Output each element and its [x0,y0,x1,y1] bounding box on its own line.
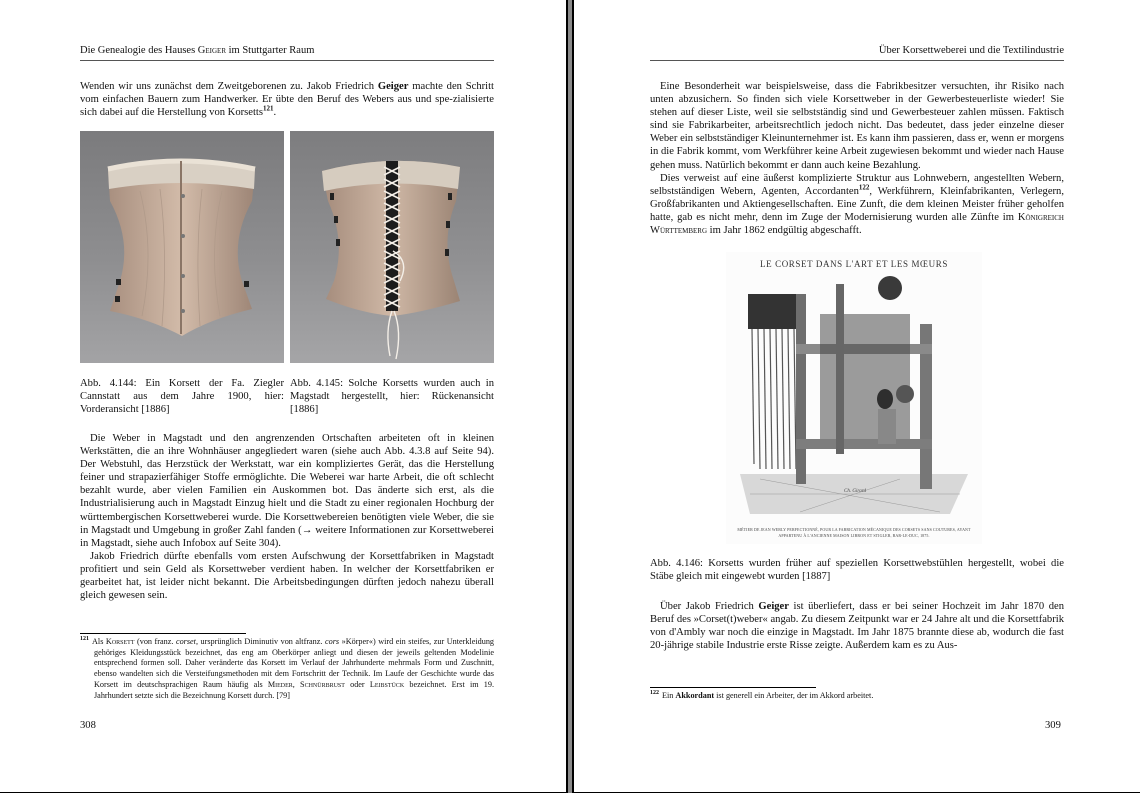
engraving-signature: Ch. Girard [844,489,867,494]
text: , Werkführern, Kleinfabrikanten, Verlegern, Großfabrikanten und Aktiengesellschaften. Eine Zunft, die dem kleinen Meister früher geholfen hatte, gab es nicht mehr, denn im Zuge der Modernisierung wurden alle Zünfte im [650,185,1064,223]
header-text-end: im Stuttgarter Raum [226,45,315,56]
figure-caption-4-146: Abb. 4.146: Korsetts wurden früher auf speziellen Korsettwebstühlen hergestellt, wobei die Stäbe gleich mit eingewebt wurden [1887] [650,558,1064,583]
header-text: Die Genealogie des Hauses [80,45,198,56]
text: bezeichnet. Erst im 19. Jahrhundert setzte sich die Bezeichnung Korsett durch. [79] [94,679,494,700]
corset-back-photo [290,131,494,363]
figure-caption-4-144: Abb. 4.144: Ein Korsett der Fa. Ziegler Cannstatt aus dem Jahre 1900, hier: Vorderansicht [1886] [80,378,284,416]
text: machte den Schritt vom einfachen Bauern zum Handwerker. Er übte den Beruf des Webers aus und spe-zialisierte sich dabei auf die Herstellung von Korsetts [80,81,494,119]
page-number-left: 308 [80,720,96,731]
text: Über Jakob Friedrich [660,601,759,612]
footnote-ref-121[interactable]: 121 [263,104,274,113]
term: Schnürbrust [300,679,345,689]
term: Mieder [267,679,293,689]
footnote-number: 122 [650,690,659,697]
paragraph [650,600,1064,652]
term-bold: Akkordant [675,691,715,700]
footnote-rule [80,633,246,634]
corset-front-photo [80,131,284,363]
figure-caption-4-145: Abb. 4.145: Solche Korsetts wurden auch in Magstadt hergestellt, hier: Rückenansicht [1886] [290,378,494,416]
text: Als [92,637,106,646]
paragraph: Die Weber in Magstadt und den angrenzenden Ortschaften arbeiteten oft in kleinen Werkstätten, die an ihre Wohnhäuser angegliedert waren (siehe auch Abb. 4.3.8 auf Seite 94). Der Webstuhl, das Herzstück der Werkstatt, war ein kompliziertes Gerät, das die Herstellung feiner und strapazierfähiger Stoffe ermöglichte. Die Weberei war harte Arbeit, die oft schlecht bezahlt wurde, aber vielen Familien ein Auskommen bot. Das änderte sich erst, als die Industrialisierung auch in Magstadt Einzug hielt und die Stadt zu einer regionalen Hochburg der württembergischen Korsettweberei wurde. Die Korsettwebereien benötigten viele Weber, die sie in Magstadt und Umgebung in großer Zahl fanden (→ weitere Informationen zur Korsettweberei in Magstadt, siehe auch Infobox auf Seite 304). [80,433,494,549]
paragraph [650,172,1064,237]
footnote-number: 121 [80,636,89,643]
running-header-right: Über Korsettweberei und die Textilindustrie [650,44,1064,61]
text: . [273,107,277,119]
term-italic: corset [175,637,196,646]
text: im Jahr 1862 endgültig abgeschafft. [707,225,862,237]
text: Wenden wir uns zunächst dem Zweitgeborenen zu. Jakob Friedrich [80,81,378,92]
name-geiger: Geiger [758,601,789,612]
engraving-caption: MÉTIER DE JEAN WERLY PERFECTIONNÉ, POUR LA FABRICATION MÉCANIQUE DES CORSETS SANS COUTURES, AYANT APPARTENU À L'ANCIENNE MAISON LIBRON ET STIGLER, BAR-LE-DUC, 1875. [737,527,971,538]
page-number-right: 309 [1045,720,1061,731]
text: Dies verweist auf eine äußerst komplizierte Struktur aus Lohnwebern, angestellten Webern, selbstständigen Webern, Agenten, Accordanten [650,172,1064,197]
corset-back-image [290,131,494,363]
main-text-left [80,432,494,602]
intro-paragraph [80,80,494,119]
term: Leibstück [369,679,405,689]
text: , ursprünglich Diminutiv von altfranz. [195,637,325,646]
main-text-right-top [650,80,1064,237]
footnote-ref-122[interactable]: 122 [858,183,870,192]
text: oder [344,679,370,689]
text: ist überliefert, dass er bei seiner Hochzeit im Jahr 1870 den Beruf des »Corset(t)weber« angab. Zu diesem Zeitpunkt war er 24 Jahre alt und die Korsettfabrik von d'Ambly war noch die einzige in Magstadt. Im Jahr 1875 brannte diese ab, wodurch die fast 20-jährige stabile Industrie erste Risse zeigte. Außerdem kam es zu Aus- [650,601,1065,652]
loom-illustration [740,274,968,520]
text: Ein [662,691,676,700]
corset-front-image [80,131,284,363]
paragraph: Eine Besonderheit war beispielsweise, dass die Fabrikbesitzer versuchten, ihr Risiko nach unten abzusichern. So finden sich viele Korsettweber in der Gewerbesteuerliste wieder! Sie stehen auf dieser Liste, weil sie selbstständig sind und Gewerbesteuer zahlen müssen. Faktisch sind sie Fabrikarbeiter, arbeitsrechtlich jedoch nicht. Das bedeutet, dass jeder einzelne dieser Weber ein selbstständiger Kleinunternehmer ist. Es kann ihm passieren, dass er, wenn er morgens in die Fabrik kommt, vom Werkführer keine Arbeit zugewiesen bekommt und wieder nach Hause gehen muss. Natürlich bekommt er dann auch keine Bezahlung. [650,81,1064,171]
left-page [0,0,568,793]
running-header-left [80,44,494,61]
loom-engraving-figure [726,252,982,544]
text: ist generell ein Arbeiter, der im Akkord arbeitet. [714,691,874,700]
text: »Körper«) wird ein steifes, zur Unterkleidung gehöriges Kleidungsstück bezeichnet, das eng am Oberkörper anliegt und diesen der jeweils geltenden Modelinie entsprechend formen soll. Daher veränderte das Korsett im Verlauf der Jahrhunderte mehrmals Form und Zuschnitt, ebenso wandelten sich die Versteifungsmethoden mit dem Fortschritt der Technik. Im Laufe der Geschichte wurde das Korsett im deutschsprachigen Raum häufig als [94,637,495,689]
text: , [292,679,301,689]
header-name: Geiger [197,45,226,56]
text: (von franz. [134,637,176,646]
term: Korsett [105,637,135,646]
paragraph: Jakob Friedrich dürfte ebenfalls vom ersten Aufschwung der Korsettfabriken in Magstadt profitiert und sein Geld als Korsettweber verdient haben. In welcher der Korsettfabriken er gearbeitet hat, ist leider nicht bekannt. Die Arbeitsbedingungen dürften jedoch nahezu überall gleich gewesen sein. [80,550,494,602]
term: Königreich Württemberg [650,211,1064,237]
footnote-rule [650,687,816,688]
name-geiger: Geiger [377,81,409,92]
engraving-title: LE CORSET DANS L'ART ET LES MŒURS [760,259,948,269]
right-page [572,0,1140,793]
footnote-121 [80,637,494,701]
footnote-122 [650,691,1064,702]
term-italic: cors [324,637,340,646]
main-text-right-bottom [650,600,1064,652]
